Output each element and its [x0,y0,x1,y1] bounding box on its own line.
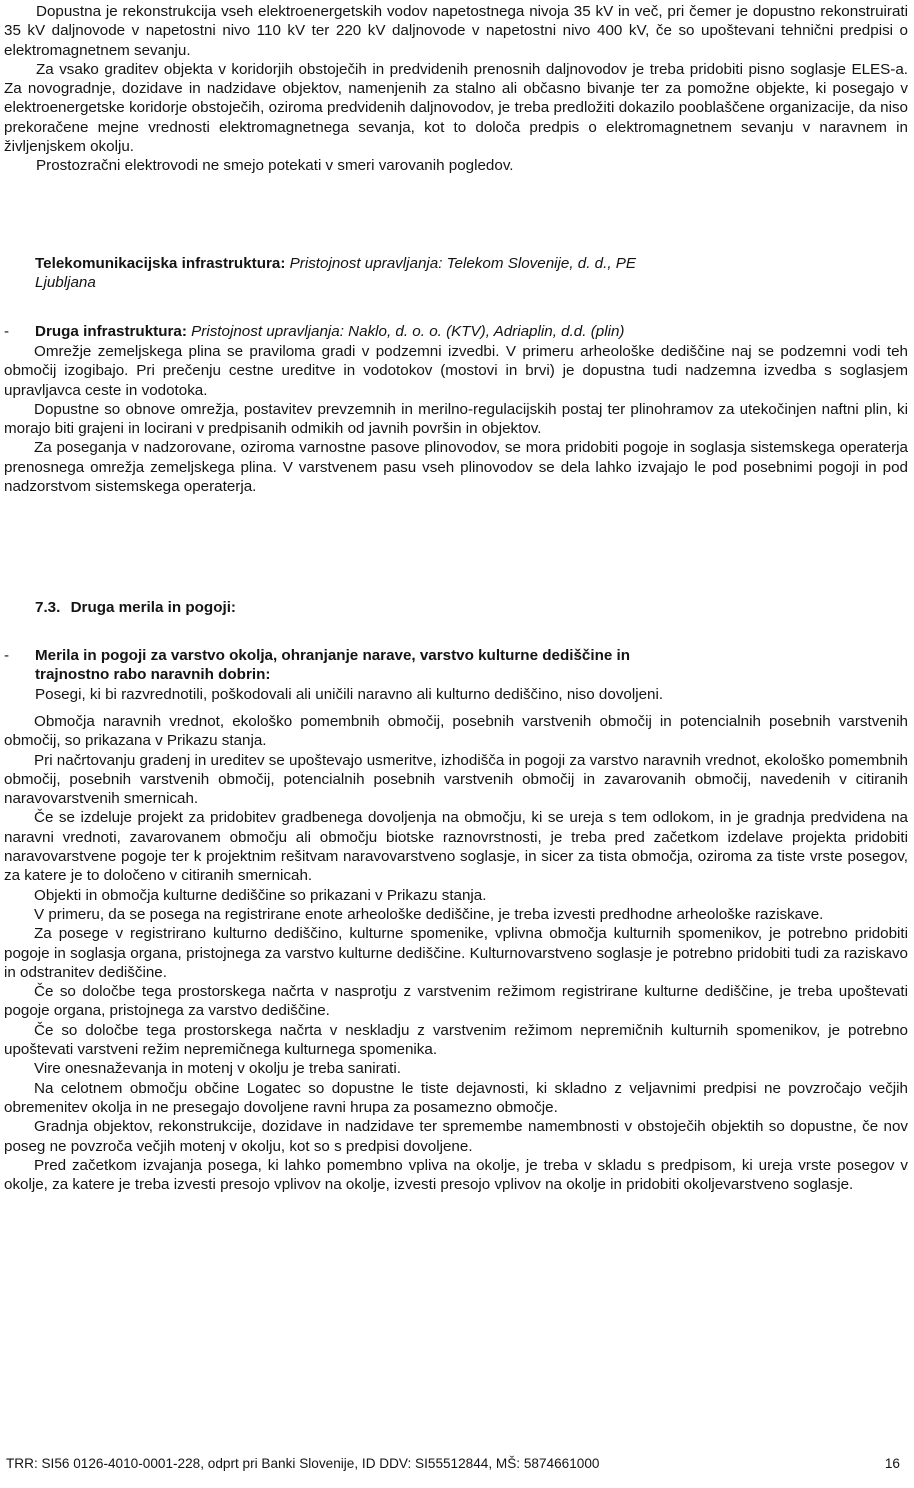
paragraph: Če so določbe tega prostorskega načrta v nasprotju z varstvenim režimom registrirane kulturne dediščine, je treba upoštevati pogoje organa, pristojnega za varstvo dediščine. [4,983,908,1020]
page-number: 16 [884,1456,900,1471]
paragraph: V primeru, da se posega na registrirane enote arheološke dediščine, je treba izvesti predhodne arheološke raziskave. [34,905,824,923]
page-footer: TRR: SI56 0126-4010-0001-228, odprt pri Banki Slovenije, ID DDV: SI55512844, MŠ: 5874661000 [6,1456,600,1471]
paragraph: Prostozračni elektrovodi ne smejo potekati v smeri varovanih pogledov. [36,157,514,175]
section-heading [35,598,236,617]
telecom-text: Pristojnost upravljanja: Telekom Slovenije, d. d., PE [289,255,637,272]
paragraph: Na celotnem območju občine Logatec so dopustne le tiste dejavnosti, ki skladno z veljavnimi predpisi ne povzročajo večjih obremenitev okolja in ne presegajo dovoljene ravni hrupa za posamezno območje. [4,1079,908,1116]
telecom-label: Telekomunikacijska infrastruktura: [35,255,286,272]
other-infra-label: Druga infrastruktura: [35,323,187,340]
paragraph: Omrežje zemeljskega plina se praviloma gradi v podzemni izvedbi. V primeru arheološke dediščine naj se podzemni vodi teh območij izogibajo. Pri prečenju cestne ureditve in vodotokov (mostovi in brvi) je dopustna tudi nadzemna izvedba s soglasjem upravljavca ceste in vodotoka. [4,343,908,399]
paragraph: Gradnja objektov, rekonstrukcije, dozidave in nadzidave ter spremembe namembnosti v obstoječih objektih so dopustne, če nov poseg ne povzroča večjih motenj v okolju, kot so s predpisi dovoljene. [4,1118,908,1155]
paragraph: Dopustna je rekonstrukcija vseh elektroenergetskih vodov napetostnega nivoja 35 kV in več, pri čemer je dopustno rekonstruirati 35 kV daljnovode v napetostni nivo 110 kV ter 220 kV daljnovode v napetostni nivo 400 kV, če so upoštevani tehnični predpisi o elektromagnetnem sevanju. [4,3,908,59]
section-title: Druga merila in pogoji: [70,599,236,616]
energy-section [4,2,908,176]
paragraph: Za posege v registrirano kulturno dediščino, kulturne spomenike, vplivna območja kulturnih spomenikov, je potrebno pridobiti pogoje in soglasja organa, pristojnega za varstvo kulturne dediščine. Kulturnovarstveno soglasje je potrebno pridobiti tudi za raziskavo in odstranitev dediščine. [4,925,908,981]
paragraph: Za poseganja v nadzorovane, oziroma varnostne pasove plinovodov, se mora pridobiti pogoje in soglasja sistemskega operaterja prenosnega omrežja zemeljskega plina. V varstvenem pasu vseh plinovodov se dela lahko izvajajo le pod posebnimi pogoji in pod nadzorstvom sistemskega operaterja. [4,439,908,496]
paragraph: Pri načrtovanju gradenj in ureditev se upoštevajo usmeritve, izhodišča in pogoji za varstvo naravnih vrednot, ekološko pomembnih območij, posebnih varstvenih območij, potencialnih posebnih varstvenih območij in zavarovanih območij, navedenih v citiranih naravovarstvenih smernicah. [4,751,908,808]
env-first-line [35,685,908,704]
paragraph: Vire onesnaževanja in motenj v okolju je treba sanirati. [34,1060,401,1078]
bullet: - [4,323,10,340]
paragraph: Območja naravnih vrednot, ekološko pomembnih območij, posebnih varstvenih območij in potencialnih posebnih varstvenih območij, so prikazana v Prikazu stanja. [4,713,908,750]
other-infra-text: Pristojnost upravljanja: Naklo, d. o. o. (KTV), Adriaplin, d.d. (plin) [191,323,625,340]
paragraph: Posegi, ki bi razvrednotili, poškodovali ali uničili naravno ali kulturno dediščino, niso dovoljeni. [35,686,664,703]
paragraph: Če so določbe tega prostorskega načrta v neskladju z varstvenim režimom nepremičnih kulturnih spomenikov, je potrebno upoštevati varstveni režim nepremičnega kulturnega spomenika. [4,1021,908,1059]
env-title-line1: Merila in pogoji za varstvo okolja, ohranjanje narave, varstvo kulturne dediščine in [35,647,631,664]
env-title-line2: trajnostno rabo naravnih dobrin: [35,666,271,684]
section-number: 7.3. [35,599,61,616]
paragraph: Če se izdeluje projekt za pridobitev gradbenega dovoljenja na območju, ki se ureja s tem odlokom, in je gradnja predvidena na naravni vrednoti, zavarovanem območju ali območju biotske raznovrstnosti, je treba pred začetkom izdelave projekta pridobiti naravovarstvene pogoje ter k projektnim rešitvam naravovarstveno soglasje, in sicer za tista območja, oziroma za tiste vrste posegov, za katere je to določeno v citiranih smernicah. [4,809,908,885]
paragraph: Za vsako graditev objekta v koridorjih obstoječih in predvidenih prenosnih daljnovodov je treba pridobiti pisno soglasje ELES-a. Za novogradnje, dozidave in nadzidave objektov, namenjenih za stalno ali občasno bivanje ter za pomožne objekte, ki posegajo v elektroenergetske koridorje obstoječih, oziroma predvidenih daljnovodov, je treba predložiti dokazilo pooblaščene organizacije, da niso prekoračene mejne vrednosti elektromagnetnega sevanja, kot to določa predpis o elektromagnetnem sevanju v naravnem in življenjskem okolju. [4,60,908,156]
telecom-heading [35,254,908,293]
env-section [4,712,908,1194]
telecom-text-2: Ljubljana [35,274,96,292]
paragraph: Pred začetkom izvajanja posega, ki lahko pomembno vpliva na okolje, je treba v skladu s predpisom, ki ureja vrste posegov v okolje, za katere je treba izvesti presojo vplivov na okolje, izvesti presojo vplivov na okolje in pridobiti okoljevarstveno soglasje. [4,1156,908,1194]
paragraph: Dopustne so obnove omrežja, postavitev prevzemnih in merilno-regulacijskih postaj ter plinohramov za utekočinjen naftni plin, ki morajo biti grajeni in locirani v predpisanih odmikih od javnih površin in objektov. [4,400,908,438]
other-infra-section [4,342,908,496]
paragraph: Objekti in območja kulturne dediščine so prikazani v Prikazu stanja. [34,886,487,904]
other-infra-heading [35,322,908,341]
env-heading [35,646,908,685]
bullet: - [4,647,10,664]
